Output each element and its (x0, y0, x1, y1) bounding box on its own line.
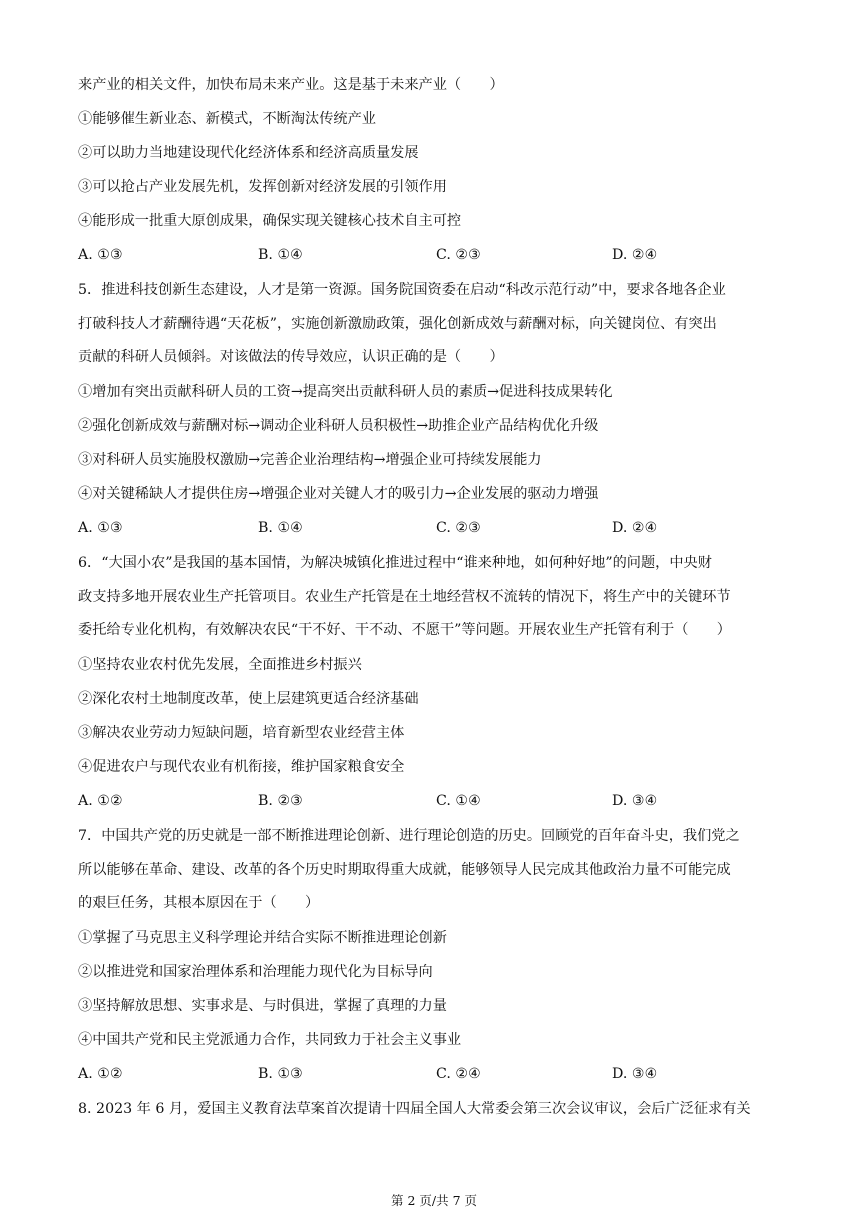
q4-option-c: C. ②③ (436, 247, 481, 263)
q6-stem-line-2: 政支持多地开展农业生产托管项目。农业生产托管是在土地经营权不流转的情况下，将生产中的关键环节 (78, 589, 731, 605)
q7-option-a: A. ①② (78, 1066, 123, 1082)
q4-option-a: A. ①③ (78, 247, 123, 263)
q6-item-3: ③解决农业劳动力短缺问题，培育新型农业经营主体 (78, 725, 405, 741)
q5-item-3: ③对科研人员实施股权激励→完善企业治理结构→增强企业可持续发展能力 (78, 452, 542, 468)
q6-item-1: ①坚持农业农村优先发展，全面推进乡村振兴 (78, 657, 362, 673)
q7-option-d: D. ③④ (612, 1066, 658, 1082)
q7-item-3: ③坚持解放思想、实事求是、与时俱进，掌握了真理的力量 (78, 998, 447, 1014)
q5-item-2: ②强化创新成效与薪酬对标→调动企业科研人员积极性→助推企业产品结构优化升级 (78, 418, 599, 434)
q5-item-4: ④对关键稀缺人才提供住房→增强企业对关键人才的吸引力→企业发展的驱动力增强 (78, 486, 599, 502)
q7-stem-line-3: 的艰巨任务，其根本原因在于（ ） (78, 895, 320, 911)
q7-option-b: B. ①③ (258, 1066, 303, 1082)
q7-item-4: ④中国共产党和民主党派通力合作，共同致力于社会主义事业 (78, 1032, 462, 1048)
q6-stem-line-1: 6．“大国小农”是我国的基本国情，为解决城镇化推进过程中“谁来种地，如何种好地”的问题，中央财 (78, 555, 712, 571)
q6-option-c: C. ①④ (436, 793, 481, 809)
q7-item-2: ②以推进党和国家治理体系和治理能力现代化为目标导向 (78, 964, 433, 980)
q6-option-a: A. ①② (78, 793, 123, 809)
q5-option-c: C. ②③ (436, 520, 481, 536)
q5-stem-line-1: 5．推进科技创新生态建设，人才是第一资源。国务院国资委在启动“科改示范行动”中，要求各地各企业 (78, 282, 726, 298)
q4-item-3: ③可以抢占产业发展先机，发挥创新对经济发展的引领作用 (78, 179, 447, 195)
q4-item-4: ④能形成一批重大原创成果，确保实现关键核心技术自主可控 (78, 213, 462, 229)
q5-option-b: B. ①④ (258, 520, 303, 536)
q4-option-d: D. ②④ (612, 247, 658, 263)
q6-item-2: ②深化农村土地制度改革，使上层建筑更适合经济基础 (78, 691, 419, 707)
q6-option-b: B. ②③ (258, 793, 303, 809)
q4-stem-line-1: 来产业的相关文件，加快布局未来产业。这是基于未来产业（ ） (78, 77, 504, 93)
q4-option-b: B. ①④ (258, 247, 303, 263)
q6-stem-line-3: 委托给专业化机构，有效解决农民“干不好、干不动、不愿干”等问题。开展农业生产托管有利于（ ） (78, 622, 731, 638)
page-number-footer: 第 2 页/共 7 页 (390, 1193, 477, 1208)
q6-option-d: D. ③④ (612, 793, 658, 809)
q5-stem-line-3: 贡献的科研人员倾斜。对该做法的传导效应，认识正确的是（ ） (78, 349, 504, 365)
q4-item-2: ②可以助力当地建设现代化经济体系和经济高质量发展 (78, 145, 419, 161)
q7-stem-line-2: 所以能够在革命、建设、改革的各个历史时期取得重大成就，能够领导人民完成其他政治力量不可能完成 (78, 862, 731, 878)
q5-option-d: D. ②④ (612, 520, 658, 536)
q7-options (78, 1064, 818, 1084)
q5-stem-line-2: 打破科技人才薪酬待遇“天花板”，实施创新激励政策，强化创新成效与薪酬对标，向关键岗位、有突出 (78, 316, 717, 332)
q6-item-4: ④促进农户与现代农业有机衔接，维护国家粮食安全 (78, 759, 405, 775)
q5-options (78, 518, 818, 538)
q6-options (78, 791, 818, 811)
q5-option-a: A. ①③ (78, 520, 123, 536)
q5-item-1: ①增加有突出贡献科研人员的工资→提高突出贡献科研人员的素质→促进科技成果转化 (78, 384, 613, 400)
q7-item-1: ①掌握了马克思主义科学理论并结合实际不断推进理论创新 (78, 930, 447, 946)
q4-options (78, 245, 818, 265)
q4-item-1: ①能够催生新业态、新模式，不断淘汰传统产业 (78, 111, 376, 127)
q7-stem-line-1: 7．中国共产党的历史就是一部不断推进理论创新、进行理论创造的历史。回顾党的百年奋斗史，我们党之 (78, 828, 740, 844)
q7-option-c: C. ②④ (436, 1066, 481, 1082)
q8-stem-line-1: 8. 2023 年 6 月，爱国主义教育法草案首次提请十四届全国人大常委会第三次会议审议，会后广泛征求有关 (78, 1101, 751, 1117)
